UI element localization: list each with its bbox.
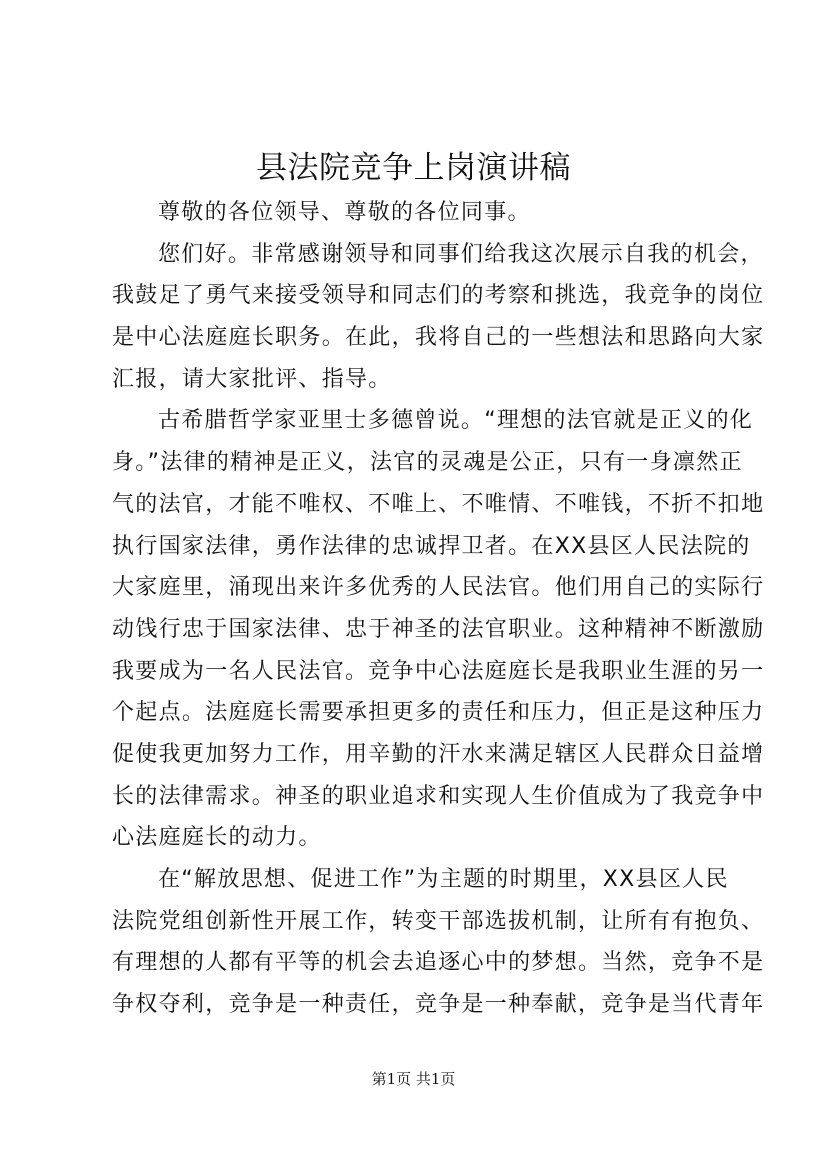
document-body xyxy=(112,192,765,1026)
paragraph-line: 心法庭庭长的动力。 xyxy=(112,825,322,851)
paragraph-line: 汇报，请大家批评、指导。 xyxy=(112,366,392,392)
salutation-line: 尊敬的各位领导、尊敬的各位同事。 xyxy=(158,200,531,225)
paragraph-line: 执行国家法律，勇作法律的忠诚捍卫者。在XX县区人民法院的 xyxy=(112,533,751,559)
paragraph-line: 法院党组创新性开展工作，转变干部选拔机制，让所有有抱负、 xyxy=(112,908,765,934)
paragraph-line: 您们好。非常感谢领导和同事们给我这次展示自我的机会， xyxy=(158,241,764,267)
paragraph-line: 长的法律需求。神圣的职业追求和实现人生价值成为了我竞争中 xyxy=(112,783,765,809)
paragraph-line: 争权夺利，竞争是一种责任，竞争是一种奉献，竞争是当代青年 xyxy=(112,992,765,1018)
paragraph-line: 古希腊哲学家亚里士多德曾说。“理想的法官就是正义的化 xyxy=(158,408,754,434)
paragraph-line: 我要成为一名人民法官。竞争中心法庭庭长是我职业生涯的另一 xyxy=(112,658,765,684)
paragraph-line: 我鼓足了勇气来接受领导和同志们的考察和挑选，我竞争的岗位 xyxy=(112,283,765,309)
paragraph-line: 是中心法庭庭长职务。在此，我将自己的一些想法和思路向大家 xyxy=(112,325,765,351)
paragraph-line: 个起点。法庭庭长需要承担更多的责任和压力，但正是这种压力 xyxy=(112,700,765,726)
paragraph-line: 促使我更加努力工作，用辛勤的汗水来满足辖区人民群众日益增 xyxy=(112,741,765,767)
paragraph-line: 有理想的人都有平等的机会去追逐心中的梦想。当然，竞争不是 xyxy=(112,950,765,976)
paragraph-line: 大家庭里，涌现出来许多优秀的人民法官。他们用自己的实际行 xyxy=(112,575,765,601)
document-title: 县法院竞争上岗演讲稿 xyxy=(256,150,571,186)
page-footer: 第1页 共1页 xyxy=(371,1070,456,1088)
paragraph-line: 动饯行忠于国家法律、忠于神圣的法官职业。这种精神不断激励 xyxy=(112,616,765,642)
paragraph-line: 身。”法律的精神是正义，法官的灵魂是公正，只有一身凛然正 xyxy=(112,450,743,476)
paragraph-line: 气的法官，才能不唯权、不唯上、不唯情、不唯钱，不折不扣地 xyxy=(112,491,765,517)
paragraph-line: 在“解放思想、促进工作”为主题的时期里，XX县区人民 xyxy=(158,867,729,892)
